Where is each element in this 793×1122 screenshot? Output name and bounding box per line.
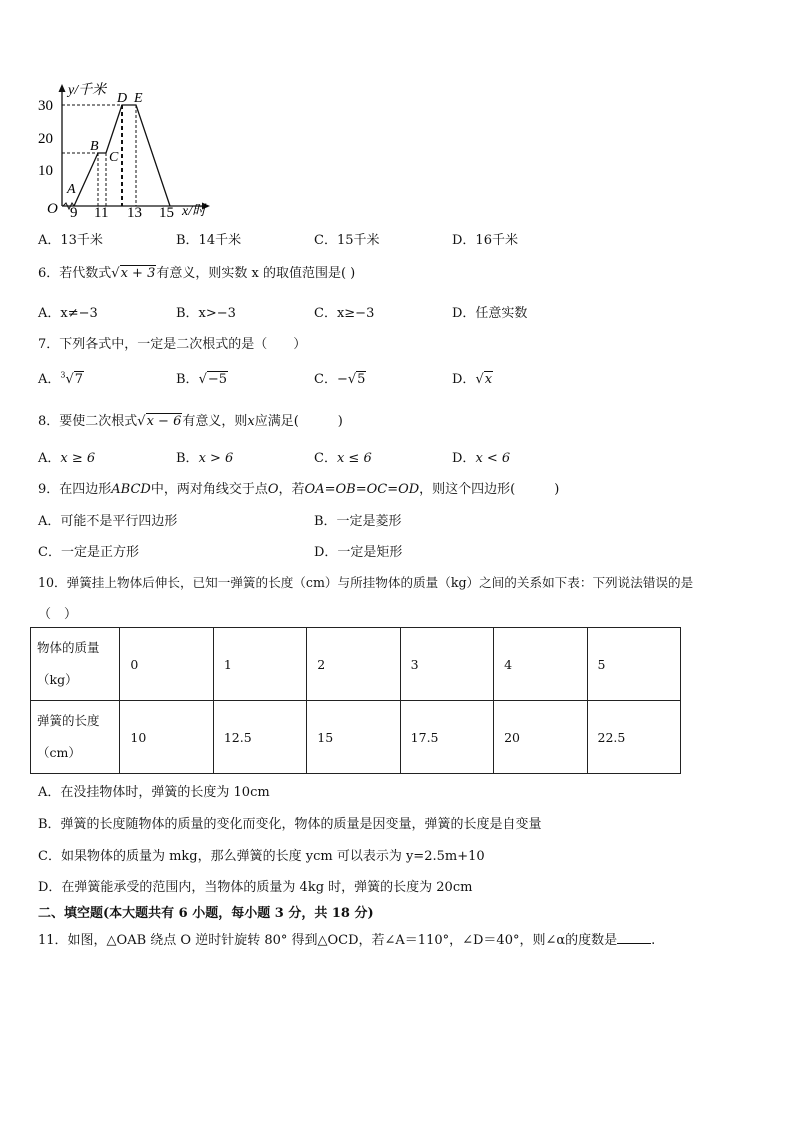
table-cell: 0 [120, 628, 213, 701]
table-cell: 4 [494, 628, 587, 701]
row-head-length: 弹簧的长度 （cm） [31, 701, 120, 774]
distance-time-graph [30, 80, 230, 222]
x-tick-13: 13 [127, 205, 142, 221]
q7-stem: 7．下列各式中，一定是二次根式的是（ ） [38, 337, 307, 352]
origin-label: O [47, 201, 58, 217]
point-d: D [117, 91, 128, 106]
table-cell: 17.5 [400, 701, 493, 774]
point-c: C [109, 150, 119, 165]
q7-option-b[interactable]: B．√−5 [176, 372, 228, 387]
q9-option-b[interactable]: B．一定是菱形 [314, 514, 402, 529]
q6-stem: 6．若代数式√x + 3有意义，则实数 x 的取值范围是( ) [38, 266, 356, 281]
q9-option-a[interactable]: A．可能不是平行四边形 [38, 514, 178, 529]
y-tick-20: 20 [38, 131, 53, 147]
q9-option-d[interactable]: D．一定是矩形 [314, 545, 403, 560]
x-axis-label: x/时 [182, 204, 207, 219]
q8-option-c[interactable]: C．x ≤ 6 [314, 451, 372, 466]
table-row-length [31, 701, 681, 774]
q5-option-c[interactable]: C．15千米 [314, 233, 380, 248]
q7-option-d[interactable]: D．√x [452, 372, 493, 387]
table-cell: 12.5 [213, 701, 306, 774]
table-cell: 3 [400, 628, 493, 701]
table-cell: 10 [120, 701, 213, 774]
q6-option-c[interactable]: C．x≥−3 [314, 306, 375, 321]
q10-option-b[interactable]: B．弹簧的长度随物体的质量的变化而变化，物体的质量是因变量，弹簧的长度是自变量 [38, 817, 542, 832]
q6-option-b[interactable]: B．x>−3 [176, 306, 236, 321]
x-tick-15: 15 [159, 205, 174, 221]
spring-table [30, 627, 681, 774]
sqrt-x-minus-6: √x − 6 [137, 414, 182, 429]
table-row-mass [31, 628, 681, 701]
q5-option-d[interactable]: D．16千米 [452, 233, 518, 248]
x-tick-11: 11 [94, 205, 109, 221]
q5-option-b[interactable]: B．14千米 [176, 233, 242, 248]
section-2-title: 二、填空题(本大题共有 6 小题，每小题 3 分，共 18 分) [38, 906, 374, 921]
point-b: B [90, 139, 99, 154]
q9-option-c[interactable]: C．一定是正方形 [38, 545, 139, 560]
table-cell: 1 [213, 628, 306, 701]
q8-option-a[interactable]: A．x ≥ 6 [38, 451, 96, 466]
q6-option-a[interactable]: A．x≠−3 [38, 306, 98, 321]
answer-blank[interactable] [617, 931, 651, 944]
table-cell: 5 [587, 628, 680, 701]
q8-option-b[interactable]: B．x > 6 [176, 451, 234, 466]
q9-stem: 9．在四边形ABCD中，两对角线交于点O，若OA=OB=OC=OD，则这个四边形( ) [38, 482, 560, 497]
q7-option-a[interactable]: A．$^3$√7 [38, 370, 84, 387]
table-cell: 15 [307, 701, 400, 774]
table-cell: 2 [307, 628, 400, 701]
y-axis-label: y/千米 [68, 83, 107, 98]
q7-option-c[interactable]: C．−√5 [314, 372, 366, 387]
q10-option-c[interactable]: C．如果物体的质量为 mkg，那么弹簧的长度 ycm 可以表示为 y=2.5m+10 [38, 849, 485, 864]
q10-stem-line2: （ ） [38, 607, 78, 622]
q10-stem-line1: 10．弹簧挂上物体后伸长，已知一弹簧的长度（cm）与所挂物体的质量（kg）之间的关系如下表：下列说法错误的是 [38, 575, 694, 590]
sqrt-x-plus-3: √x + 3 [111, 266, 156, 281]
point-a: A [67, 182, 76, 197]
q10-option-d[interactable]: D．在弹簧能承受的范围内，当物体的质量为 4kg 时，弹簧的长度为 20cm [38, 880, 473, 895]
x-tick-9: 9 [70, 205, 78, 221]
y-tick-30: 30 [38, 98, 53, 114]
q6-option-d[interactable]: D．任意实数 [452, 306, 528, 321]
table-cell: 22.5 [587, 701, 680, 774]
q8-option-d[interactable]: D．x < 6 [452, 451, 511, 466]
q10-option-a[interactable]: A．在没挂物体时，弹簧的长度为 10cm [38, 785, 270, 800]
q8-stem: 8．要使二次根式√x − 6有意义，则x应满足( ) [38, 414, 343, 429]
q5-option-a[interactable]: A．13千米 [38, 233, 103, 248]
row-head-mass: 物体的质量 （kg） [31, 628, 120, 701]
y-tick-10: 10 [38, 163, 53, 179]
q11-stem: 11．如图，△OAB 绕点 O 逆时针旋转 80° 得到△OCD，若∠A＝110°，∠D＝40°，则∠α的度数是 . [38, 933, 656, 948]
table-cell: 20 [494, 701, 587, 774]
point-e: E [134, 91, 143, 106]
